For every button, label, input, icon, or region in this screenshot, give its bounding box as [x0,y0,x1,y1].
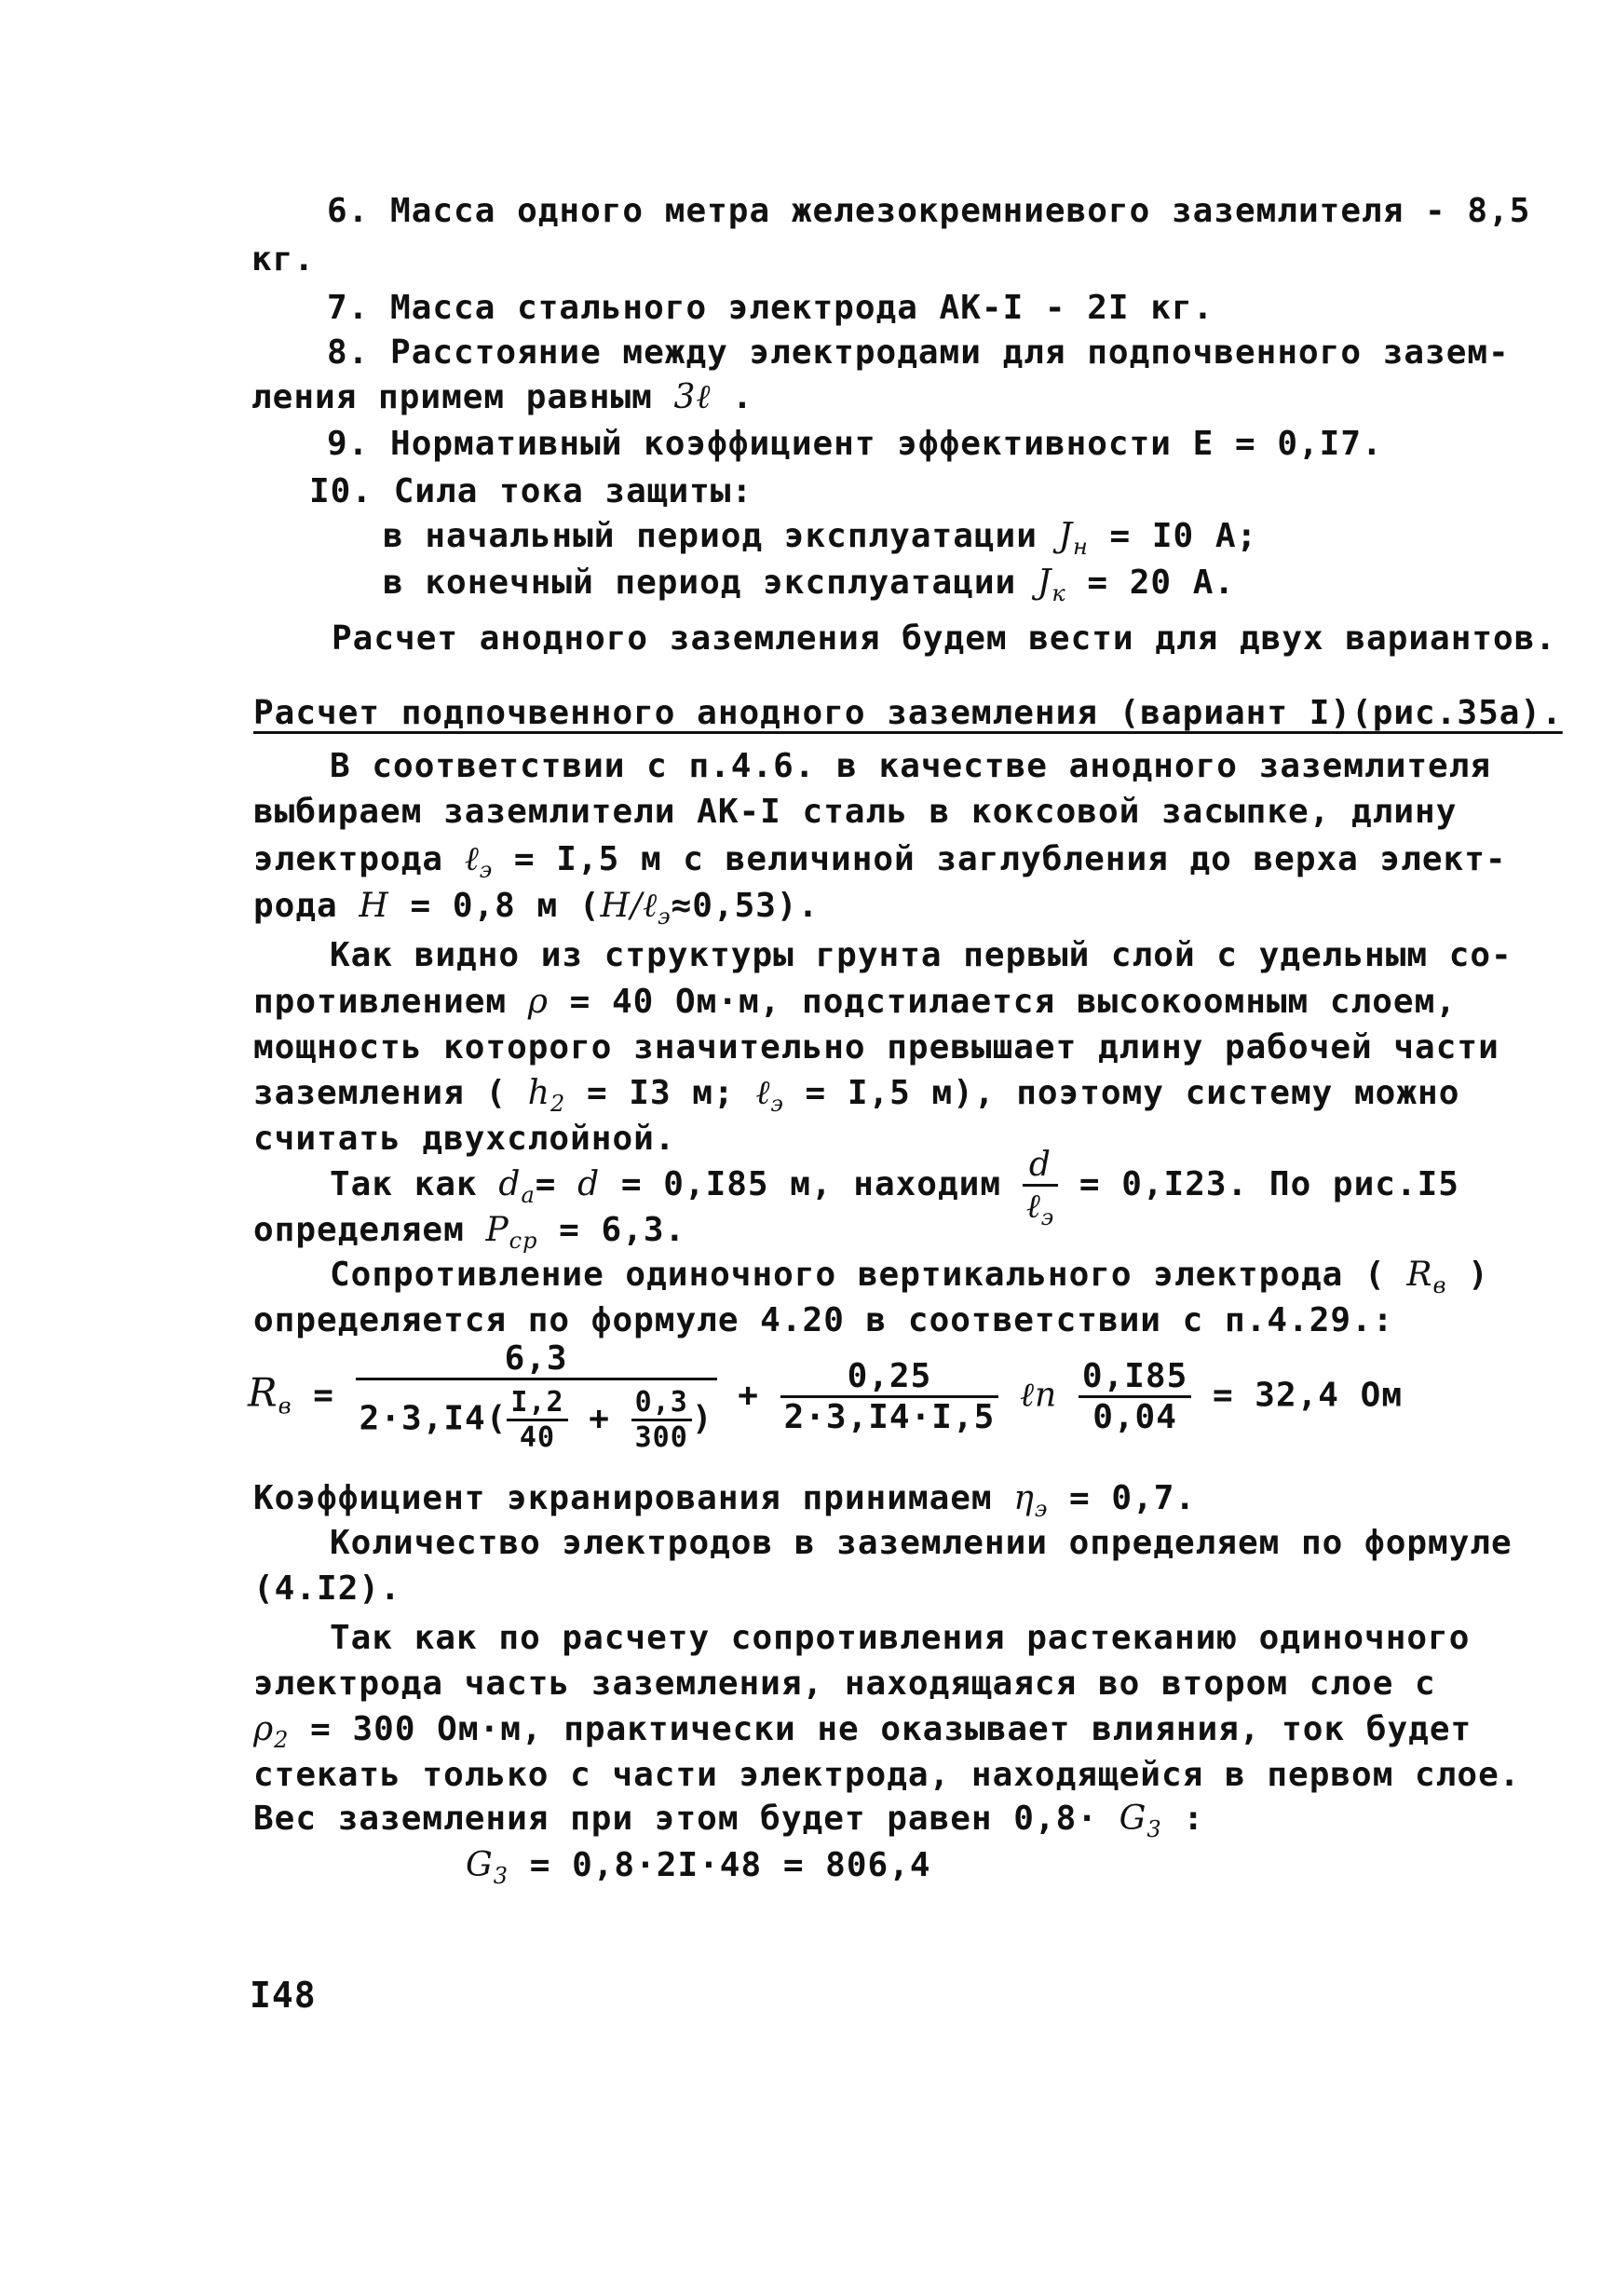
p1-line-2: выбираем заземлители АК-I сталь в коксовой засыпке, длину [253,793,1458,831]
weight-equation: $G_3 = 0,8\cdot 2I\cdot 48 = 806,4$ [466,1846,931,1890]
p2-line-1: Как видно из структуры грунта первый слой с удельным со- [330,936,1513,974]
resistance-formula: $R_в$ = 6,3 2·3,I4( $\frac{I,2}{40}$ + $\frac{0,3}{300}$ ) + $\frac{0,25}{2\cdot 3,I4\cdot I,5}$ ℓn $\frac{0,I85}{0,04}$ = 32,4 Ом [248,1339,1404,1454]
p7-line-1: Так как по расчету сопротивления растеканию одиночного [330,1619,1471,1657]
current-end: в конечный период эксплуатации $J_к = 20$ А. [383,564,1236,607]
p3-line-1: Так как $d_a= d = 0,I85$ м, находим $\frac{d}{\ell_э}$ = 0,I23. По рис.I5 [330,1146,1459,1231]
page-number: I48 [250,1975,317,2016]
p7-line-5: Вес заземления при этом будет равен $0,8\cdot G_3$ : [253,1800,1205,1843]
formula-term-3: $\frac{0,I85}{0,04}$ [1079,1357,1191,1436]
calc-two-variants: Расчет анодного заземления будем вести для двух вариантов. [332,619,1557,658]
section-heading: Расчет подпочвенного анодного заземления (вариант I)(рис.35а). [253,694,1563,732]
p1-line-3: электрода ℓ$_э$ = I,5 м с величиной заглубления до верха элект- [253,840,1507,884]
item-9: 9. Нормативный коэффициент эффективности Е = 0,I7. [327,425,1383,463]
item-8-line-2: ления примем равным 3ℓ . [251,378,753,416]
p1-line-1: В соответствии с п.4.6. в качестве анодного заземлителя [330,747,1492,785]
p6-line-2: (4.I2). [253,1569,401,1608]
formula-term-1: 6,3 2·3,I4( $\frac{I,2}{40}$ + $\frac{0,3}{300}$ ) [356,1339,717,1454]
p4-line-2: определяется по формуле 4.20 в соответствии с п.4.29.: [253,1301,1394,1339]
d-over-l-fraction: $\frac{d}{\ell_э}$ [1023,1146,1058,1226]
item-6-line-2: кг. [251,240,316,279]
p7-line-2: электрода часть заземления, находящаяся во втором слое с [253,1664,1436,1703]
p1-line-4: рода H = 0,8 м (H/ℓ$_э$≈0,53). [253,887,820,931]
p7-line-3: $\rho_2 = 300$ Ом·м, практически не оказывает влияния, ток будет [253,1710,1472,1754]
p2-line-3: мощность которого значительно превышает длину рабочей части [253,1028,1499,1066]
p7-line-4: стекать только с части электрода, находящейся в первом слое. [253,1756,1521,1794]
p2-line-2: противлением ρ = 40 Ом·м, подстилается высокоомным слоем, [253,983,1457,1021]
p2-line-5: считать двухслойной. [253,1120,676,1158]
item-7: 7. Масса стального электрода АК-I - 2I кг. [327,289,1214,327]
p4-line-1: Сопротивление одиночного вертикального электрода ( $R_в$ ) [330,1256,1489,1299]
p3-line-2: определяем $P_{cp} = 6,3$. [253,1211,686,1255]
spacing-value: 3ℓ [673,378,712,416]
p5-screening: Коэффициент экранирования принимаем $\eta_э = 0,7$. [253,1479,1197,1523]
formula-term-2: $\frac{0,25}{2\cdot 3,I4\cdot I,5}$ [780,1357,999,1436]
p2-line-4: заземления ( $h_2 = I3$ м; ℓ$_э$ = I,5 м), поэтому систему можно [253,1074,1460,1118]
p6-line-1: Количество электродов в заземлении определяем по формуле [330,1524,1513,1562]
current-start: в начальный период эксплуатации $J_н = I0$ А; [383,517,1258,561]
item-8-line-1: 8. Расстояние между электродами для подпочвенного зазем- [327,333,1510,372]
item-10: I0. Сила тока защиты: [309,472,753,510]
item-6-line-1: 6. Масса одного метра железокремниевого заземлителя - 8,5 [327,192,1531,230]
